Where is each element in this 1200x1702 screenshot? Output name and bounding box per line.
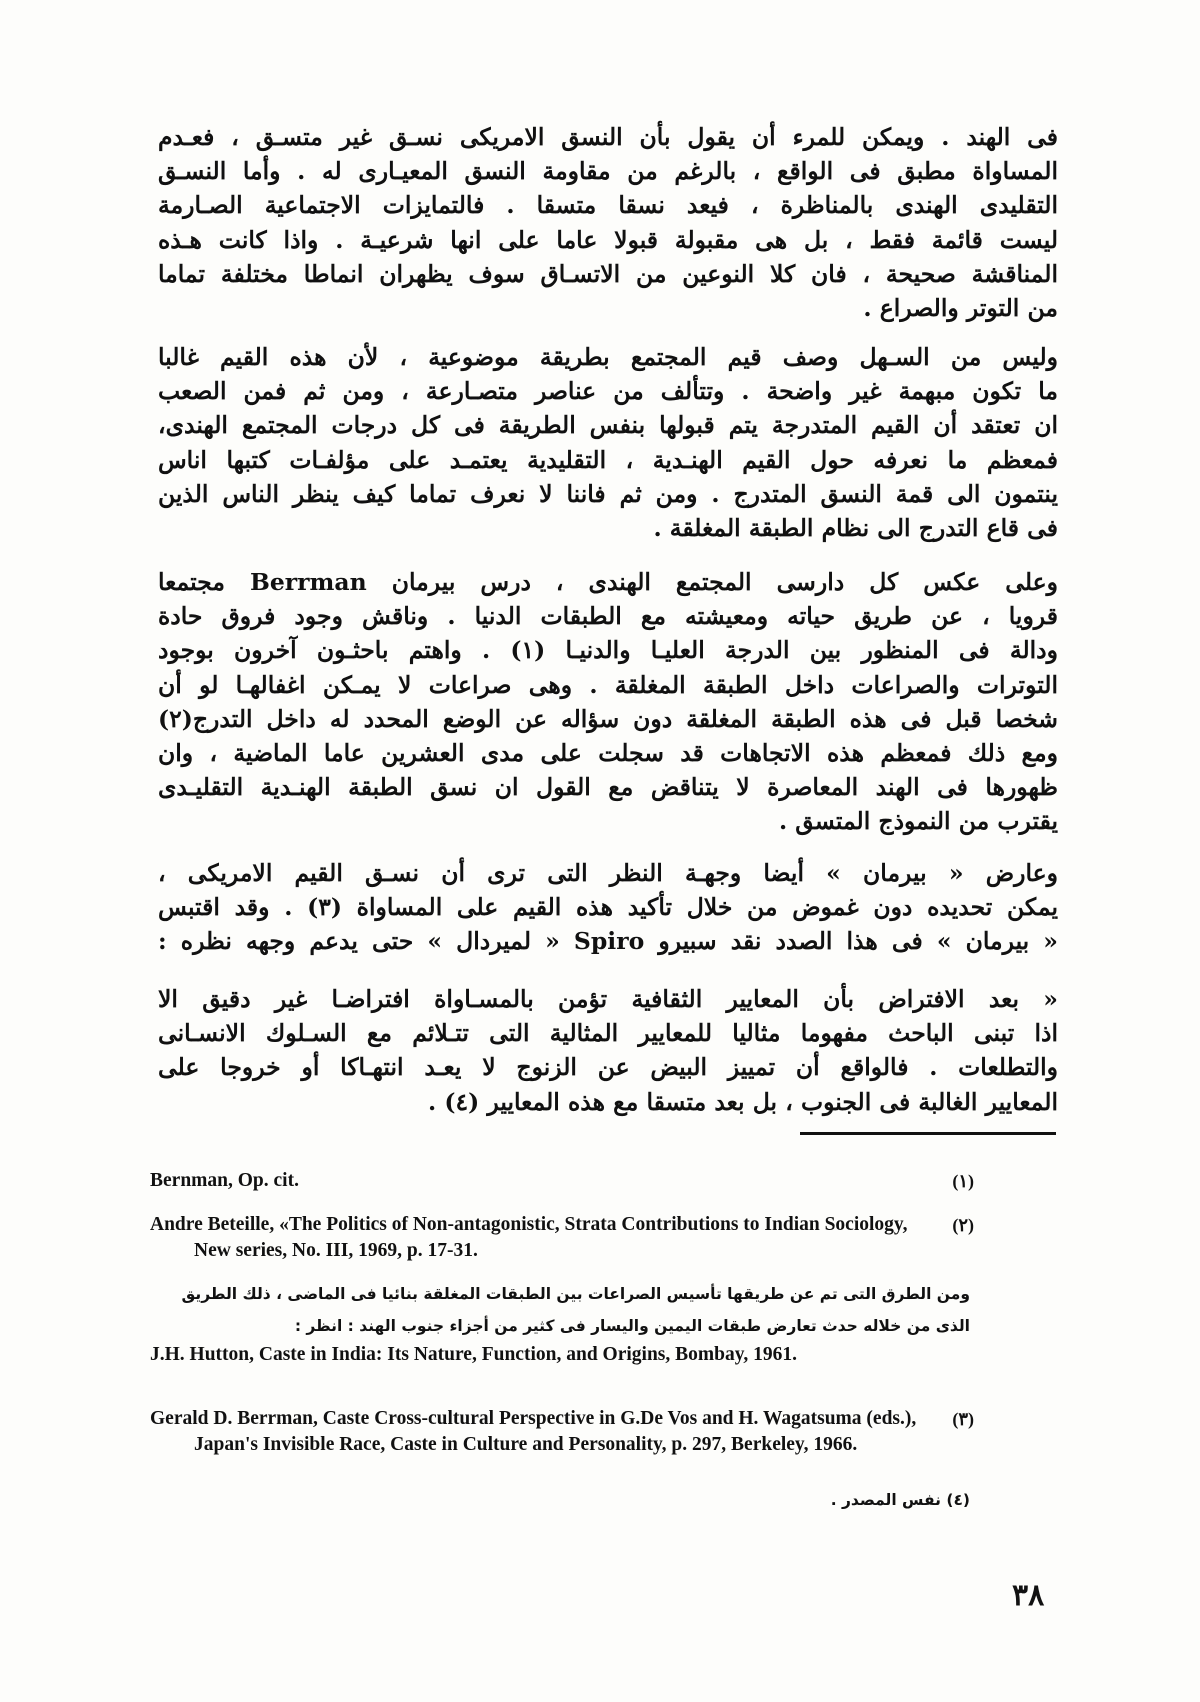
text-line: المناقشة صحيحة ، فان كلا النوعين من الاتسـاق سوف يظهران انماطا مختلفة تماما (158, 259, 1058, 288)
footnote-number: (٢) (952, 1215, 974, 1235)
paragraph-1 (158, 120, 1058, 325)
footnote-text: Gerald D. Berrman, Caste Cross-cultural Perspective in G.De Vos and H. Wagatsuma (eds.), Japan's Invisible Race, Caste in Culture and Personality, p. 297, Berkeley, 1966. (150, 1408, 917, 1455)
footnote-number: (١) (952, 1171, 974, 1191)
text-line: ان تعتقد أن القيم المتدرجة يتم قبولها بنفس الطريقة فى كل درجات المجتمع الهندى، (158, 411, 1058, 440)
paragraph-3 (158, 565, 1058, 839)
text-line: ينتمون الى قمة النسق المتدرج . ومن ثم فاننا لا نعرف تماما كيف ينظر الناس الذين (158, 479, 1058, 508)
text-line: والتطلعات . فالواقع أن تمييز البيض عن الزنوج لا يعـد انتهـاكا أو خروجا على (158, 1053, 1058, 1082)
footnote-text: Bernman, Op. cit. (150, 1170, 299, 1191)
text-line: « بيرمان » فى هذا الصدد نقد سبيرو Spiro « لميردال » حتى يدعم وجهه نظره : (158, 927, 1058, 956)
footnote-text: J.H. Hutton, Caste in India: Its Nature, Function, and Origins, Bombay, 1961. (150, 1344, 798, 1365)
text-line: ما تكون مبهمة غير واضحة . وتتألف من عناصر متصـارعة ، ومن ثم فمن الصعب (158, 377, 1058, 406)
text-line: شخصا قبل فى هذه الطبقة المغلقة دون سؤاله عن الوضع المحدد له داخل التدرج(٢) (158, 704, 1058, 733)
footnote-4: (٤) نفس المصدر . (830, 1491, 970, 1509)
text-line: وعلى عكس كل دارسى المجتمع الهندى ، درس بيرمان Berrman مجتمعا (158, 568, 1058, 596)
footnote-reference (150, 1342, 970, 1368)
footnote-text: Andre Beteille, «The Politics of Non-antagonistic, Strata Contributions to Indian Sociology, New series, No. III, 1969, p. 17-31. (150, 1214, 908, 1261)
paragraph-2 (158, 340, 1058, 545)
text-line: ليست قائمة فقط ، بل هى مقبولة قبولا عاما على انها شرعيـة . واذا كانت هـذه (158, 225, 1058, 254)
text-line: فى قاع التدرج الى نظام الطبقة المغلقة . (653, 514, 1058, 543)
footnote-3 (150, 1406, 974, 1458)
text-line: من التوتر والصراع . (863, 294, 1058, 323)
text-line: التوترات والصراعات داخل الطبقة المغلقة . وهى صراعات لا يمـكن اغفالهـا لو أن (158, 670, 1058, 699)
text-line: المساواة مطبق فى الواقع ، بالرغم من مقاومة النسق المعيـارى له . وأما النسـق (158, 157, 1058, 186)
footnote-divider (800, 1132, 1056, 1135)
text-line: اذا تبنى الباحث مفهوما مثاليا للمعايير المثالية التى تتـلائم مع السـلوك الانسـانى (158, 1019, 1058, 1048)
page-number: ٣٨ (1012, 1578, 1045, 1613)
text-line: ودالة فى المنظور بين الدرجة العليـا والدنيـا (١) . واهتم باحثـون آخرون بوجود (158, 636, 1058, 665)
paragraph-4 (158, 856, 1058, 959)
text-line: وليس من السـهل وصف قيم المجتمع بطريقة موضوعية ، لأن هذه القيم غالبا (158, 343, 1058, 371)
text-line: يمكن تحديده دون غموض من خلال تأكيد هذه القيم على المساواة (٣) . وقد اقتبس (158, 893, 1058, 922)
text-line: فى الهند . ويمكن للمرء أن يقول بأن النسق الامريكى نسـق غير متسـق ، فعـدم (158, 123, 1058, 151)
block-quote (158, 982, 1058, 1119)
footnote-2 (150, 1212, 974, 1264)
text-line: ومع ذلك فمعظم هذه الاتجاهات قد سجلت على مدى العشرين عاما الماضية ، وان (158, 739, 1058, 768)
text-line: التقليدى الهندى بالمناظرة ، فيعد نسقا متسقا . فالتمايزات الاجتماعية الصـارمة (158, 191, 1058, 220)
text-line: يقترب من النموذج المتسق . (778, 807, 1058, 836)
text-line: قرويا ، عن طريق حياته ومعيشته مع الطبقات الدنيا . وناقش وجود فروق حادة (158, 602, 1058, 631)
text-line: ظهورها فى الهند المعاصرة لا يتناقض مع القول ان نسق الطبقة الهنـدية التقليـدى (158, 773, 1058, 802)
footnote-number: (٣) (952, 1409, 974, 1429)
text-line: فمعظم ما نعرفه حول القيم الهنـدية ، التقليدية يعتمـد على مؤلفـات كتبها اناس (158, 445, 1058, 474)
text-line: « بعد الافتراض بأن المعايير الثقافية تؤمن بالمسـاواة افتراضـا غير دقيق الا (158, 985, 1058, 1013)
footnote-1 (150, 1168, 974, 1194)
text-line: وعارض « بيرمان » أيضا وجهـة النظر التى ترى أن نسـق القيم الامريكى ، (158, 859, 1058, 887)
text-line: المعايير الغالبة فى الجنوب ، بل بعد متسقا مع هذه المعايير (٤) . (428, 1087, 1058, 1116)
footnote-arabic-note: ومن الطرق التى تم عن طريقها تأسيس الصراعات بين الطبقات المغلقة بنائيا فى الماضى ، ذلك الطريق الذى من خلاله حدث تعارض طبقات اليمين واليسار فى كثير من أجزاء جنوب الهند : انظر : (181, 1285, 970, 1335)
